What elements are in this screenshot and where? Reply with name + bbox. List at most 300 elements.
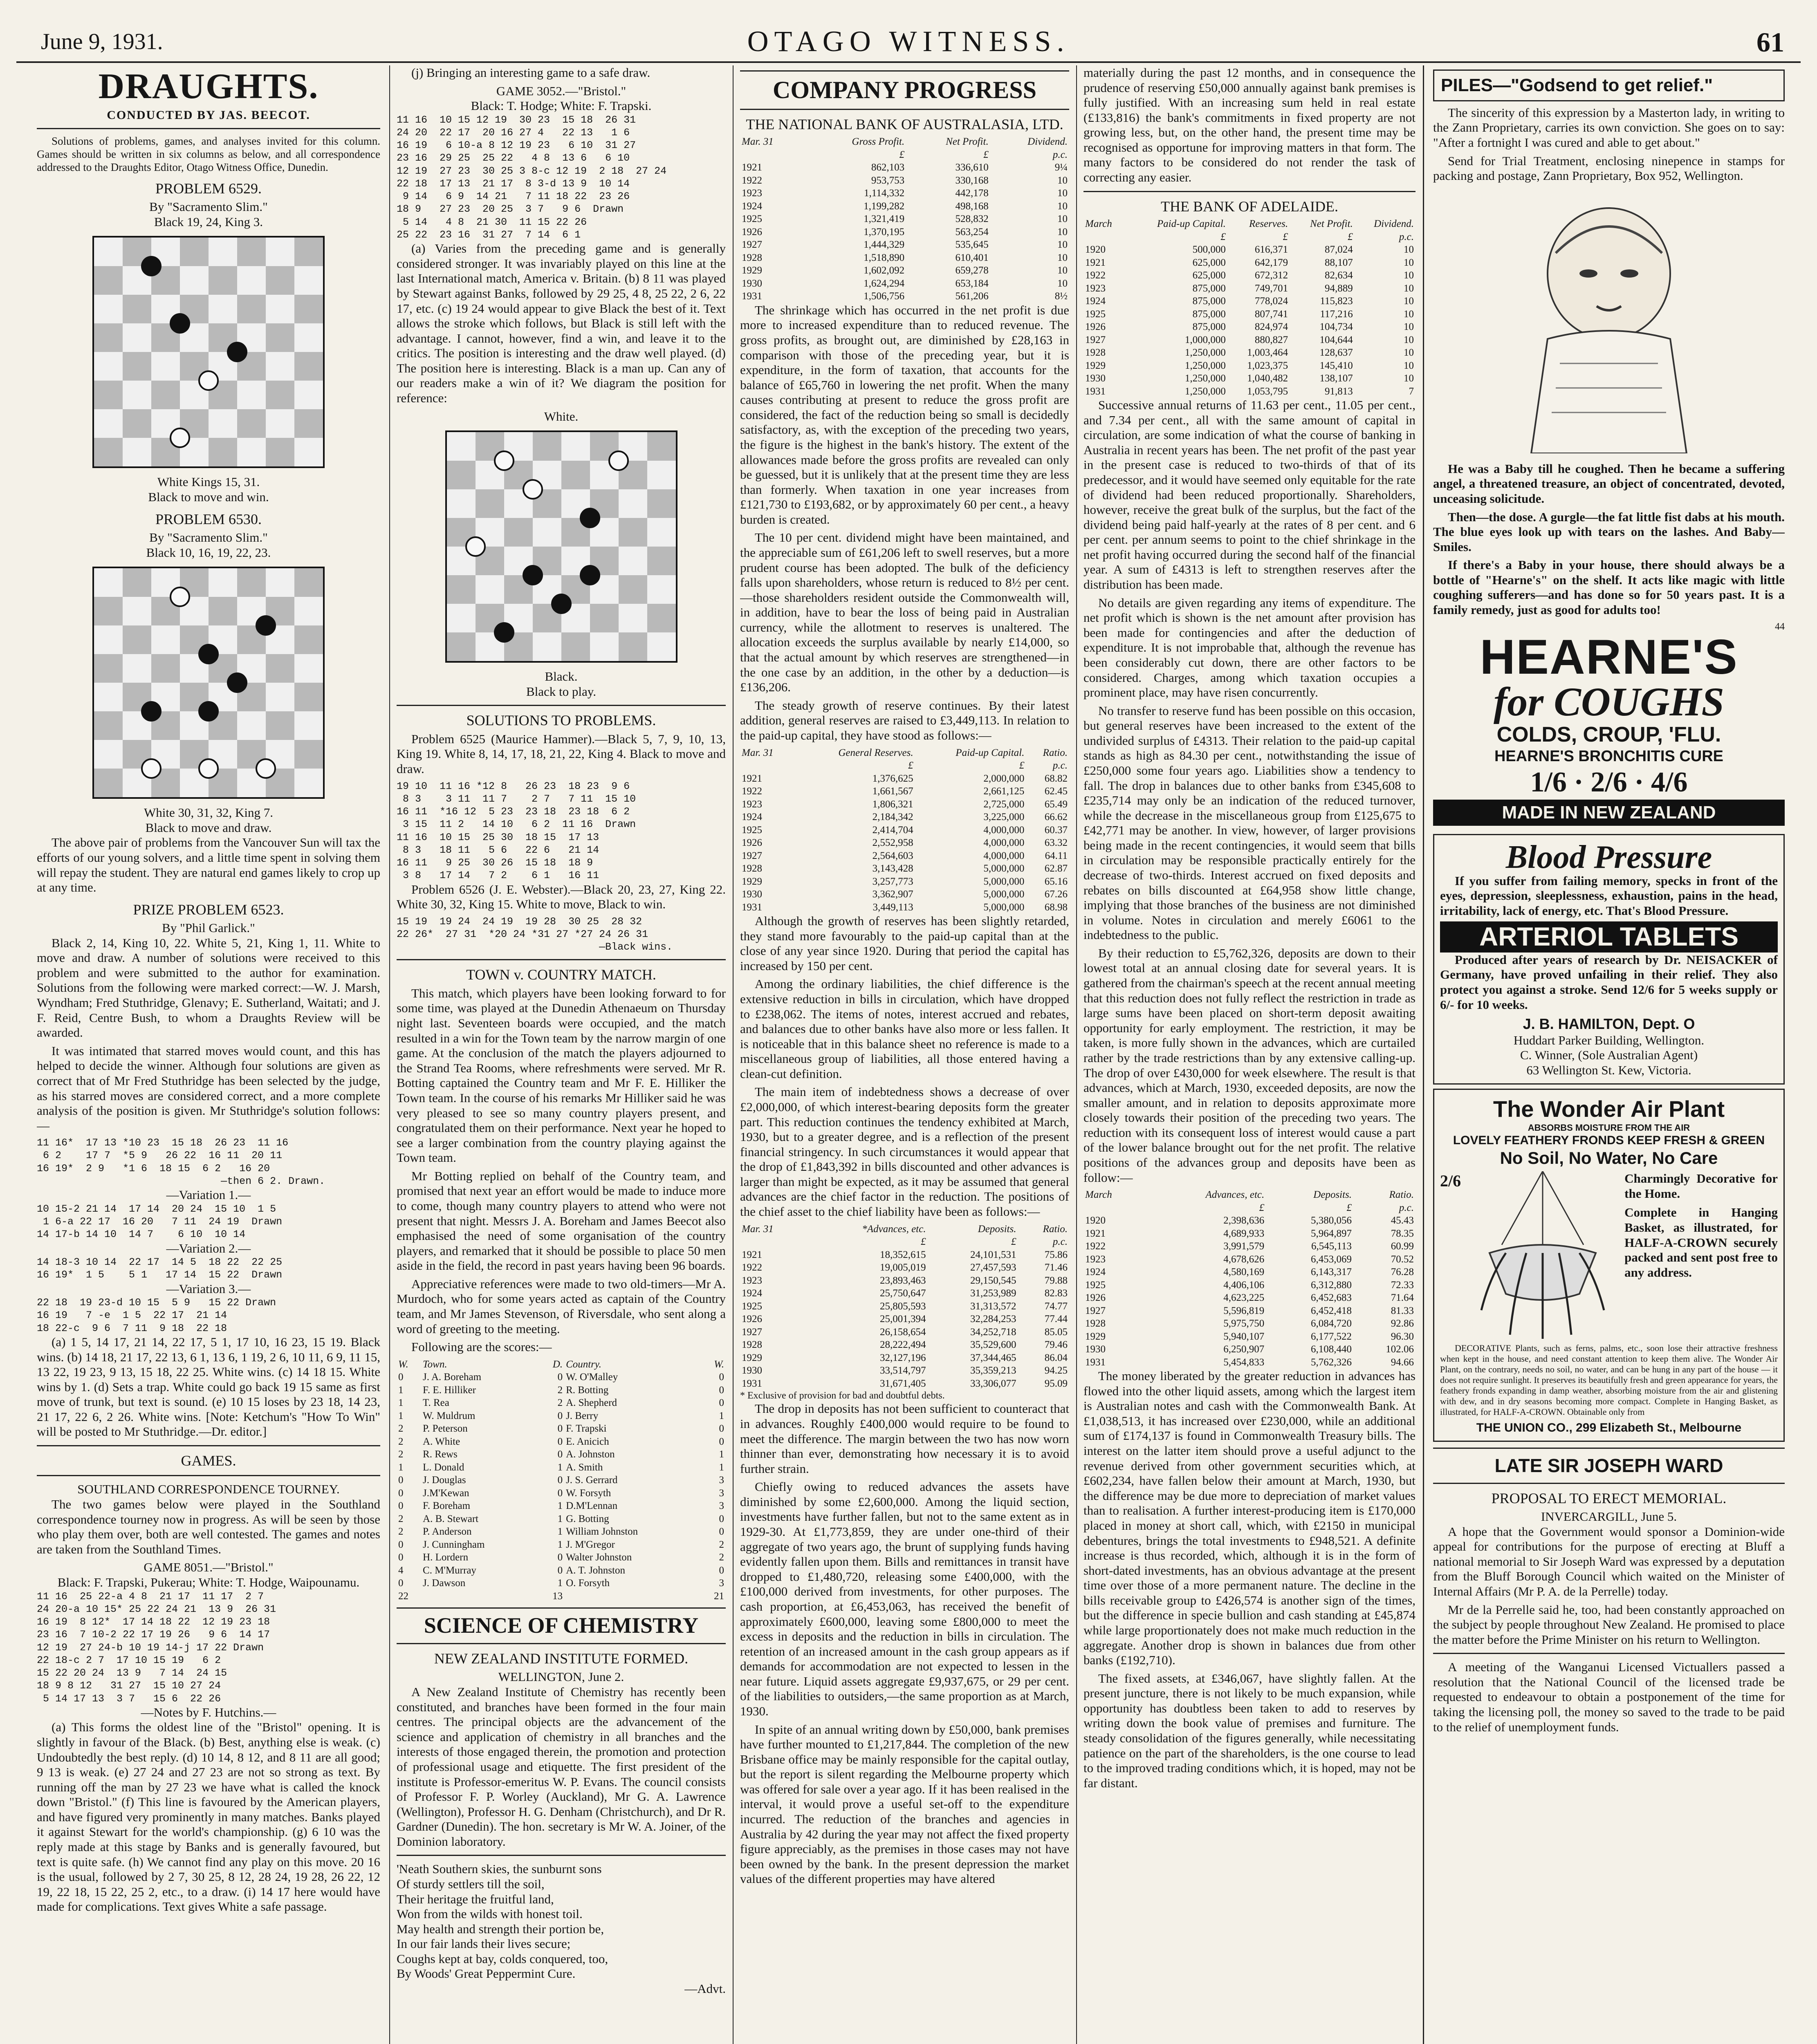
table-header: Ratio. (1389, 1189, 1414, 1201)
air-plant-advert (1433, 1089, 1785, 1442)
table-cell: 85.05 (1044, 1326, 1068, 1338)
table-cell: 642,179 (1254, 257, 1288, 268)
table-cell: A. White (423, 1436, 460, 1447)
divider (397, 1855, 726, 1856)
table-cell: 0 (398, 1487, 404, 1499)
table-cell: 128,637 (1319, 347, 1353, 359)
table-cell: 3,449,113 (873, 901, 913, 913)
table-cell: 76.28 (1391, 1266, 1414, 1278)
table-cell: 10 (1057, 200, 1068, 212)
table-cell: 10 (1057, 226, 1068, 238)
table-cell: 13 (552, 1590, 563, 1602)
table-cell: 1,000,000 (1184, 334, 1226, 345)
table-cell: 1924 (742, 1288, 762, 1299)
table-cell: 0 (557, 1449, 563, 1460)
white-piece (256, 758, 276, 779)
games-heading: GAMES. (181, 1452, 236, 1469)
table-cell: 1929 (1085, 1331, 1106, 1342)
table-cell: 70.52 (1391, 1253, 1414, 1265)
table-row (740, 1364, 1069, 1377)
table-cell: 875,000 (1192, 296, 1226, 307)
table-cell: 0 (719, 1423, 724, 1434)
piles-advert (1433, 69, 1785, 101)
table-header: Gross Profit. (852, 136, 905, 148)
table-cell: 2,000,000 (983, 773, 1025, 784)
table-cell: 1929 (742, 876, 762, 887)
table-cell: 1929 (742, 265, 762, 276)
table-cell: 0 (719, 1436, 724, 1447)
arteriol-tablets-banner: ARTERIOL TABLETS (1440, 921, 1778, 953)
table-cell: 1,003,464 (1247, 347, 1288, 359)
table-cell: 10 (1057, 239, 1068, 251)
table-cell: 79.46 (1044, 1339, 1068, 1351)
table-header: Paid-up Capital. (956, 747, 1025, 758)
table-cell: 1930 (742, 278, 762, 289)
table-cell: 561,206 (955, 291, 989, 302)
table-cell: 1,661,567 (872, 786, 913, 797)
national-bank-title: THE NATIONAL BANK OF AUSTRALASIA, LTD. (746, 116, 1063, 132)
table-row (397, 1487, 726, 1500)
chemistry-text: A New Zealand Institute of Chemistry has recently been constituted, and branches have been formed in the four main centres. The principal objects are the advancement of the science and application of chemistry in all branches and the interests of those engaged therein, the promotion and protection of professional usage and etiquette. The first president of the institute is Professor-emeritus W. P. Evans. The council consists of Professor F. P. Worley (Auckland), Mr G. A. Lawrence (Wellington), Professor H. G. Denham (Christchurch), and Dr R. Gardner (Dunedin). The hon. secretary is Mr W. A. Joiner, of the Dominion laboratory. (397, 1685, 726, 1849)
divider (1433, 1653, 1785, 1654)
table-row (740, 888, 1069, 901)
table-cell: 875,000 (1192, 321, 1226, 333)
hearnes-for-coughs: for COUGHS (1494, 679, 1724, 724)
table-cell: 1920 (1085, 244, 1106, 256)
table-cell: 72.33 (1391, 1279, 1414, 1291)
scores-header-row (397, 1358, 726, 1371)
table-cell: 4,406,106 (1223, 1279, 1265, 1291)
table-cell: 82,634 (1325, 270, 1353, 281)
table-cell: 1925 (1085, 308, 1106, 320)
table-cell: A. Johnston (566, 1449, 615, 1460)
national-bank-text-3: The steady growth of reserve continues. By their latest addition, general reserves are raised to £3,449,113. In relation to the paid-up capital, they have stood as follows:— (740, 698, 1069, 742)
table-cell: 23,893,463 (879, 1275, 926, 1286)
table-header: Ratio. (1043, 1223, 1068, 1235)
table-row (397, 1422, 726, 1435)
table-unit (740, 759, 794, 772)
table-cell: 1923 (742, 188, 762, 199)
table-cell: A. T. Johnston (566, 1564, 625, 1576)
table-cell: 67.26 (1044, 889, 1068, 900)
white-king (198, 370, 219, 391)
table-cell: P. Peterson (423, 1423, 468, 1434)
problem-6529-author: By "Sacramento Slim." (149, 199, 268, 214)
adelaide-text-4: By their reduction to £5,762,326, deposits are down to their lowest total at an annual closing date for several years. It is gathered from the chairman's speech at the recent annual meeting that this reduction does not fully reflect the restriction in trade as large sums have been placed on short-term deposit awaiting opportunity for early employment. The restriction, it may be taken, is more fully shown in the advances, which are curtailed rather by the trade restrictions than by any extensive calling-up. The drop of over £430,000 for week elsewhere. The result is that advances, which at March, 1930, exceeded deposits, are now the smaller amount, and in relation to deposits approximate more closely towards their position of the preceding two years. The reduction with its consequent loss of interest would cause a part of the lower balance brought out for the net profit. The relative positions of the advances group and deposits have been as follow:— (1083, 946, 1415, 1185)
table-cell: D.M'Lennan (566, 1500, 618, 1512)
table-cell: J. Berry (566, 1410, 599, 1421)
table-cell: 3,225,000 (983, 811, 1025, 823)
table-cell: 2 (398, 1436, 404, 1447)
table-cell: 74.77 (1044, 1300, 1068, 1312)
table-header: Country. (566, 1358, 601, 1370)
table-cell: 7 (1409, 385, 1414, 397)
table-cell: 78.35 (1391, 1228, 1414, 1239)
table-row (740, 785, 1069, 798)
table-row (1083, 1304, 1415, 1318)
table-cell: 610,401 (955, 252, 989, 263)
joseph-ward-heading: LATE SIR JOSEPH WARD (1494, 1455, 1723, 1477)
table-row (397, 1538, 726, 1551)
table-cell: 6,545,113 (1311, 1241, 1352, 1252)
table-row (1083, 295, 1415, 308)
table-cell: F. Trapski (566, 1423, 607, 1434)
table-row (1083, 1279, 1415, 1292)
table-cell: 25,750,647 (879, 1288, 926, 1299)
table-cell: 64.11 (1045, 850, 1068, 861)
table-cell: 96.30 (1391, 1331, 1414, 1342)
white-piece (608, 450, 629, 471)
table-header-row (740, 135, 1069, 148)
table-units-row (740, 1235, 1069, 1248)
table-row (397, 1461, 726, 1474)
table-row (740, 1248, 1069, 1262)
table-cell: 2 (557, 1384, 563, 1396)
table-cell (564, 1590, 701, 1603)
table-cell: 3 (719, 1475, 724, 1486)
adelaide-text: Successive annual returns of 11.63 per cent., 11.05 per cent., and 7.34 per cent., all with the same amount of capital in circulation, are some indication of what the course of banking in Australia in recent years has been. The net profit of the past year in the present case is reduced to two-thirds of that of its predecessor, and it would have seemed only equitable for the rate of dividend had been reduced proportionally. Shareholders, however, receive the great bulk of the surplus, but the fact of the dividend being paid half-yearly at the rates of 8 per cent. and 6 per cent. per annum seems to point to the chief shrinkage in the net profit having occurred during the second half of the financial year. A sum of £4313 is left to strengthen reserves after the distribution has been made. (1083, 398, 1415, 592)
table-cell: 3 (719, 1500, 724, 1512)
table-cell: 2 (398, 1513, 404, 1524)
table-cell: 1,321,419 (864, 213, 905, 225)
table-cell: 1929 (1085, 360, 1106, 371)
table-cell: J. A. Boreham (423, 1372, 482, 1383)
table-row (1083, 243, 1415, 256)
table-cell: 1 (398, 1461, 404, 1473)
table-cell: 3 (719, 1578, 724, 1589)
table-row (1083, 1227, 1415, 1240)
table-cell: 1,250,000 (1184, 373, 1226, 384)
table-cell: 68.98 (1044, 901, 1068, 913)
table-cell: 2,564,603 (872, 850, 913, 861)
problem-6530-board (92, 567, 325, 799)
table-cell: W. Forsyth (566, 1487, 611, 1499)
table-cell: 0 (557, 1552, 563, 1563)
table-cell: 21 (714, 1590, 724, 1602)
table-cell: 1928 (1085, 1318, 1106, 1329)
table-cell: 6,250,907 (1223, 1344, 1265, 1355)
table-cell: 0 (398, 1372, 404, 1383)
table-row (1083, 1356, 1415, 1369)
table-cell: 1929 (742, 1352, 762, 1363)
air-plant-price: 2/6 (1440, 1172, 1461, 1190)
table-row (1083, 1330, 1415, 1343)
table-header: Net Profit. (946, 136, 989, 148)
poem-line: Coughs kept at bay, colds conquered, too, (397, 1951, 608, 1966)
table-cell: 34,252,718 (970, 1326, 1016, 1338)
air-plant-firm: THE UNION CO., 299 Elizabeth St., Melbourne (1476, 1421, 1742, 1434)
joseph-ward-text-2: Mr de la Perrelle said he, too, had been constantly approached on the subject by people throughout New Zealand. He promised to place the matter before the Prime Minister on his return to Wellington. (1433, 1602, 1785, 1647)
table-cell: 68.82 (1044, 773, 1068, 784)
table-cell: 862,103 (871, 162, 905, 173)
table-unit: £ (1259, 1202, 1265, 1213)
table-row (1083, 359, 1415, 372)
baby-text-3: If there's a Baby in your house, there should always be a bottle of "Hearne's" on the shelf. It acts like magic with little coughing sufferers—and has done so for 50 years past. It is a family remedy, just as good for adults too! (1433, 558, 1785, 617)
table-cell: J.M'Kewan (423, 1487, 469, 1499)
poem-line: In our fair lands their lives secure; (397, 1936, 571, 1951)
table-cell: 10 (1404, 296, 1414, 307)
table-cell: 1921 (742, 162, 762, 173)
table-header-row (1083, 1188, 1415, 1201)
table-row (397, 1384, 726, 1397)
solution-6525-moves: 19 10 11 16 *12 8 26 23 18 23 9 6 8 3 3 11 11 7 2 7 7 11 15 10 16 11 *16 12 5 23 23 18 23 18 6 2 3 15 11 2 14 10 6 2 11 16 Drawn 11 16 10 15 25 30 18 15 17 13 8 3 18 11 5 6 22 6 21 14 16 11 9 25 30 26 15 18 18 9 3 8 17 14 7 2 6 1 16 11 (397, 780, 636, 882)
table-cell: 66.62 (1044, 811, 1068, 823)
table-cell: 62.45 (1044, 786, 1068, 797)
black-piece (227, 672, 247, 693)
table-cell: 1928 (742, 863, 762, 874)
company-progress-heading: COMPANY PROGRESS (740, 70, 1069, 110)
white-king (170, 587, 190, 607)
table-cell: R. Botting (566, 1384, 609, 1396)
table-header: D. (552, 1358, 563, 1370)
table-cell: 65.16 (1044, 876, 1068, 887)
scores-intro: Following are the scores:— (411, 1340, 552, 1354)
table-header: March (1085, 1189, 1112, 1201)
table-cell: 0 (557, 1372, 563, 1383)
table-cell: J. Douglas (423, 1475, 466, 1486)
table-cell: 102.06 (1386, 1344, 1414, 1355)
table-cell: 672,312 (1254, 270, 1288, 281)
table-header: Deposits. (1313, 1189, 1352, 1201)
table-cell: 5,964,897 (1311, 1228, 1352, 1239)
table-row (740, 811, 1069, 824)
problem-6530-white: White 30, 31, 32, King 7. (144, 805, 273, 820)
white-piece (494, 450, 514, 471)
table-cell: 1923 (742, 798, 762, 810)
table-cell: 1922 (742, 1262, 762, 1273)
table-row (1083, 269, 1415, 282)
air-plant-subtitle: ABSORBS MOISTURE FROM THE AIR (1528, 1123, 1690, 1133)
table-cell: 2 (719, 1552, 724, 1563)
table-cell: 10 (1404, 308, 1414, 320)
air-plant-offer (1624, 1171, 1778, 1280)
table-cell: 1 (557, 1513, 563, 1524)
solution-6525-text: Problem 6525 (Maurice Hammer).—Black 5, 7, 9, 10, 13, King 19. White 8, 14, 17, 18, 21, 22, King 4. Black to move and draw. (397, 731, 726, 776)
chemistry-subheading: NEW ZEALAND INSTITUTE FORMED. (434, 1650, 689, 1667)
table-cell: 1,624,294 (864, 278, 905, 289)
table-row (1083, 1266, 1415, 1279)
table-cell: 31,253,989 (970, 1288, 1016, 1299)
reserves-table (740, 746, 1069, 914)
table-cell: 5,596,819 (1223, 1305, 1265, 1316)
table-cell: 616,371 (1254, 244, 1288, 256)
table-units-row (740, 148, 1069, 161)
baby-illustration (1523, 192, 1695, 453)
table-cell: 330,168 (955, 175, 989, 186)
table-row (397, 1577, 726, 1590)
table-cell: W. O'Malley (566, 1372, 618, 1383)
table-cell: R. Rews (423, 1449, 458, 1460)
blood-pressure-advert (1433, 834, 1785, 1085)
table-cell: 10 (1404, 244, 1414, 256)
table-cell: 1,506,756 (864, 291, 905, 302)
table-unit: £ (1283, 231, 1288, 242)
table-cell: 3,362,907 (872, 889, 913, 900)
table-cell: 1921 (742, 773, 762, 784)
table-cell: 1924 (1085, 296, 1106, 307)
table-row (1083, 385, 1415, 398)
table-cell: 1 (557, 1578, 563, 1589)
table-row (397, 1435, 726, 1448)
table-cell: 33,306,077 (970, 1378, 1016, 1389)
air-plant-subtitle-3: No Soil, No Water, No Care (1500, 1148, 1718, 1168)
table-cell: 10 (1404, 373, 1414, 384)
tourney-title: SOUTHLAND CORRESPONDENCE TOURNEY. (77, 1482, 340, 1497)
table-cell: 6,452,683 (1311, 1292, 1352, 1304)
adelaide-text-6: The fixed assets, at £346,067, have slightly fallen. At the present juncture, there is not likely to be much expansion, while opportunity has doubtless been taken to add to reserves by writing down the book value of premises and furniture. The steady consolidation of the figures generally, while necessitating patience on the part of the shareholders, is the one course to lead to the improved trading conditions which, it is hoped, may not be far distant. (1083, 1671, 1415, 1790)
table-cell: W. Muldrum (423, 1410, 476, 1421)
made-in-nz-banner: MADE IN NEW ZEALAND (1433, 800, 1785, 826)
table-unit: £ (908, 760, 913, 771)
table-row (740, 1300, 1069, 1313)
hanging-basket-illustration (1465, 1171, 1620, 1343)
table-cell: 1926 (742, 837, 762, 849)
table-cell: 535,645 (955, 239, 989, 251)
game-3052-title: GAME 3052.—"Bristol." (496, 83, 626, 98)
table-cell: 2,414,704 (872, 824, 913, 836)
problem-6530-title: PROBLEM 6530. (155, 511, 262, 527)
town-country-title: TOWN v. COUNTRY MATCH. (466, 966, 656, 983)
diagram-white-label: White. (544, 409, 579, 424)
table-cell: 0 (557, 1564, 563, 1576)
table-cell: 10 (1404, 334, 1414, 345)
divider (397, 705, 726, 706)
game-3052-moves: 11 16 10 15 12 19 30 23 15 18 26 31 24 20 22 17 20 16 27 4 22 13 1 6 16 19 6 10-a 8 12 19 23 6 10 31 27 23 16 29 25 25 22 4 8 13 6 6 10 12 19 27 23 30 25 3 8-c 12 19 2 18 27 24 22 18 17 13 21 17 8 3-d 13 9 10 14 9 14 6 9 14 21 7 11 18 22 23 26 18 9 27 23 20 25 3 7 9 6 Drawn 5 14 4 8 21 30 11 15 22 26 25 22 23 16 31 27 7 14 6 1 (397, 114, 667, 241)
table-header: Dividend. (1027, 136, 1068, 148)
table-row (1083, 1214, 1415, 1227)
table-row (740, 187, 1069, 200)
table-unit: £ (1011, 1236, 1016, 1248)
advances-text-3: In spite of an annual writing down by £50,000, bank premises have further mounted to £1,217,844. The completion of the new Brisbane office may be mainly responsible for the capital outlay, but the report is silent regarding the Melbourne property which was offered for sale over a year ago. If it has been realised in the interval, it would prove a useful set-off to the expenditure incurred. The reduction of the branches and agencies in Australia by 42 during the year may not affect the fixed property figure appreciably, as the premises in those cases may not have been owned by the bank. In the present depression the market values of the different properties may have altered (740, 1722, 1069, 1886)
table-cell: 6,452,418 (1311, 1305, 1352, 1316)
note-j: (j) Bringing an interesting game to a safe draw. (411, 65, 651, 80)
table-cell: 115,823 (1320, 296, 1353, 307)
table-row (397, 1499, 726, 1513)
table-header: Mar. 31 (742, 1223, 774, 1235)
adelaide-capital-table (1083, 217, 1415, 398)
hearnes-bronchitis: HEARNE'S BRONCHITIS CURE (1494, 748, 1724, 765)
table-cell: L. Donald (423, 1461, 464, 1473)
table-cell: 2,184,342 (872, 811, 913, 823)
table-cell: 62.87 (1044, 863, 1068, 874)
table-header-row (1083, 217, 1415, 231)
table-row (740, 862, 1069, 875)
issue-date: June 9, 1931. (41, 29, 163, 54)
table-cell: 6,177,522 (1311, 1331, 1352, 1342)
table-row (1083, 334, 1415, 347)
table-cell: 87,024 (1325, 244, 1353, 256)
table-cell: 75.86 (1044, 1249, 1068, 1260)
reserves-rows (740, 772, 1069, 914)
table-cell: 807,741 (1254, 308, 1288, 320)
table-cell: 37,344,465 (970, 1352, 1016, 1363)
air-plant-subtitle-2: LOVELY FEATHERY FRONDS KEEP FRESH & GREEN (1453, 1134, 1765, 1148)
solution-6526-text: Problem 6526 (J. E. Webster).—Black 20, 23, 27, King 22. White 30, 32, King 15. White to move, Black to win. (397, 882, 726, 912)
white-piece (523, 479, 543, 500)
table-cell: 79.88 (1044, 1275, 1068, 1286)
table-header: *Advances, etc. (862, 1223, 926, 1235)
table-cell: 24,101,531 (970, 1249, 1016, 1260)
blood-pressure-text: If you suffer from failing memory, specks in front of the eyes, depression, sleeplessness, exhaustion, pains in the head, irritability, lack of energy, etc. That's Blood Pressure. (1440, 873, 1778, 918)
joseph-ward-text: A hope that the Government would sponsor a Dominion-wide appeal for contributions for the purpose of erecting at Bluff a national memorial to Sir Joseph Ward was expressed by a deputation from the Bluff Borough Council which waited on the Minister of Internal Affairs (Mr P. A. de la Perrelle) today. (1433, 1524, 1785, 1598)
table-cell: 77.44 (1044, 1313, 1068, 1325)
table-cell: 4,689,933 (1223, 1228, 1265, 1239)
problem-6530-black: Black 10, 16, 19, 22, 23. (146, 545, 271, 560)
table-cell: 1930 (742, 889, 762, 900)
table-cell: 528,832 (955, 213, 989, 225)
table-row (740, 200, 1069, 213)
table-cell: 145,410 (1319, 360, 1353, 371)
table-cell: 1 (557, 1526, 563, 1537)
table-cell: H. Lordern (423, 1552, 469, 1563)
table-cell: 1930 (1085, 1344, 1106, 1355)
prize-problem-text-2: It was intimated that starred moves would count, and this has helped to decide the winner. Although four solutions are given as correct that of Mr Fred Stuthridge has been selected by the judge, as his starred moves are considered correct, and a more complete analysis of the position is given. Mr Stuthridge's solution follows:— (37, 1043, 380, 1133)
table-cell: 1928 (1085, 347, 1106, 359)
reserves-text: Although the growth of reserves has been slightly retarded, they stand more favourably to the paid-up capital than at the close of any year since 1920. During that period the capital has increased by 150 per cent. (740, 914, 1069, 973)
table-cell: 442,178 (955, 188, 989, 199)
table-cell: 6,084,720 (1311, 1318, 1352, 1329)
table-cell: 92.86 (1391, 1318, 1414, 1329)
table-unit: p.c. (1399, 1202, 1414, 1213)
table-cell: 26,158,654 (879, 1326, 926, 1338)
adelaide-text-2: No details are given regarding any items of expenditure. The net profit which is shown is the net amount after provision has been made for contingencies and after the deduction of expenditure. It is not improbable that, although the revenue has been considerably cut down, there are other factors to be considered. Charges, among which taxation occupies a prominent place, may have risen concurrently. (1083, 595, 1415, 700)
black-piece (198, 701, 219, 722)
table-cell: 117,216 (1320, 308, 1353, 320)
game-3052-notes: (a) Varies from the preceding game and is generally considered stronger. It was invariably played on this line at the last International match, America v. Britain. (b) 8 11 was played by Stewart against Banks, followed by 29 25, 4 8, 25 22, 2 6, 22 17, etc. (c) 19 24 would appear to give Black the best of it. Text allows the stroke which follows, but Black is still left with the advantage. I cannot, however, find a win, and leave it to the critics. The position is interesting and the draw well played. (d) The position here is interesting. Black is a man up. Can any of our readers make a win of it? We diagram the position for reference: (397, 241, 726, 406)
table-cell: 6,312,880 (1311, 1279, 1352, 1291)
table-row (740, 226, 1069, 239)
table-cell: 625,000 (1192, 270, 1226, 281)
table-cell: 3,991,579 (1223, 1241, 1265, 1252)
table-cell: 10 (1057, 213, 1068, 225)
table-cell: 6,453,069 (1311, 1253, 1352, 1265)
table-cell: 45.43 (1391, 1215, 1414, 1226)
scores-rows (397, 1371, 726, 1590)
table-cell: 60.99 (1391, 1241, 1414, 1252)
table-cell: 2 (557, 1397, 563, 1409)
table-row (1083, 372, 1415, 385)
draughts-column-2 (397, 65, 726, 2044)
draughts-column (37, 65, 380, 2044)
table-row (397, 1410, 726, 1423)
game-8051-notes: (a) This forms the oldest line of the "Bristol" opening. It is slightly in favour of the Black. (b) Best, anything else is weak. (c) Undoubtedly the best reply. (d) 10 14, 8 12, and 8 11 are all good; 9 13 is weak. (e) 27 24 and 27 23 are not so strong as text. By running off the man by 27 23 we have what is called the knock down "Bristol." (f) This line is favoured by the American players, and have figured very prominently in many matches. Banks played it against Stewart for the world's championship. (g) 6 10 was the reply made at this stage by Banks and is generally favoured, but text is quite safe. (h) We cannot find any play on this move. 20 16 is the usual, followed by 2 7, 30 25, 8 12, 28 24, 19 28, 26 22, 12 19, 22 18, 15 22, 25 2, etc., to a draw. (i) 14 17 here would have made for complications. Text gives White a safe passage. (37, 1720, 380, 1914)
table-cell: 5,000,000 (983, 889, 1025, 900)
table-cell: 1 (398, 1397, 404, 1409)
table-row (740, 238, 1069, 251)
table-unit: p.c. (1052, 149, 1068, 160)
table-unit (1083, 231, 1126, 244)
table-cell: 1,114,332 (864, 188, 905, 199)
table-unit: £ (1346, 1202, 1352, 1213)
table-unit: p.c. (1399, 231, 1414, 242)
table-cell: 625,000 (1192, 257, 1226, 268)
divider (397, 959, 726, 960)
table-cell: F. Boreham (423, 1500, 471, 1512)
table-cell: 4,000,000 (983, 850, 1025, 861)
table-cell: 875,000 (1192, 282, 1226, 294)
table-cell: 1,040,482 (1247, 373, 1288, 384)
divider (1433, 1483, 1785, 1484)
table-row (397, 1474, 726, 1487)
table-cell: 2,661,125 (983, 786, 1025, 797)
problem-6529-board (92, 236, 325, 468)
table-cell: 0 (557, 1423, 563, 1434)
table-cell: Walter Johnston (566, 1552, 632, 1563)
table-cell: 82.83 (1044, 1288, 1068, 1299)
table-cell: 60.37 (1044, 824, 1068, 836)
table-cell: 1,250,000 (1184, 385, 1226, 397)
table-cell: G. Botting (566, 1513, 609, 1524)
